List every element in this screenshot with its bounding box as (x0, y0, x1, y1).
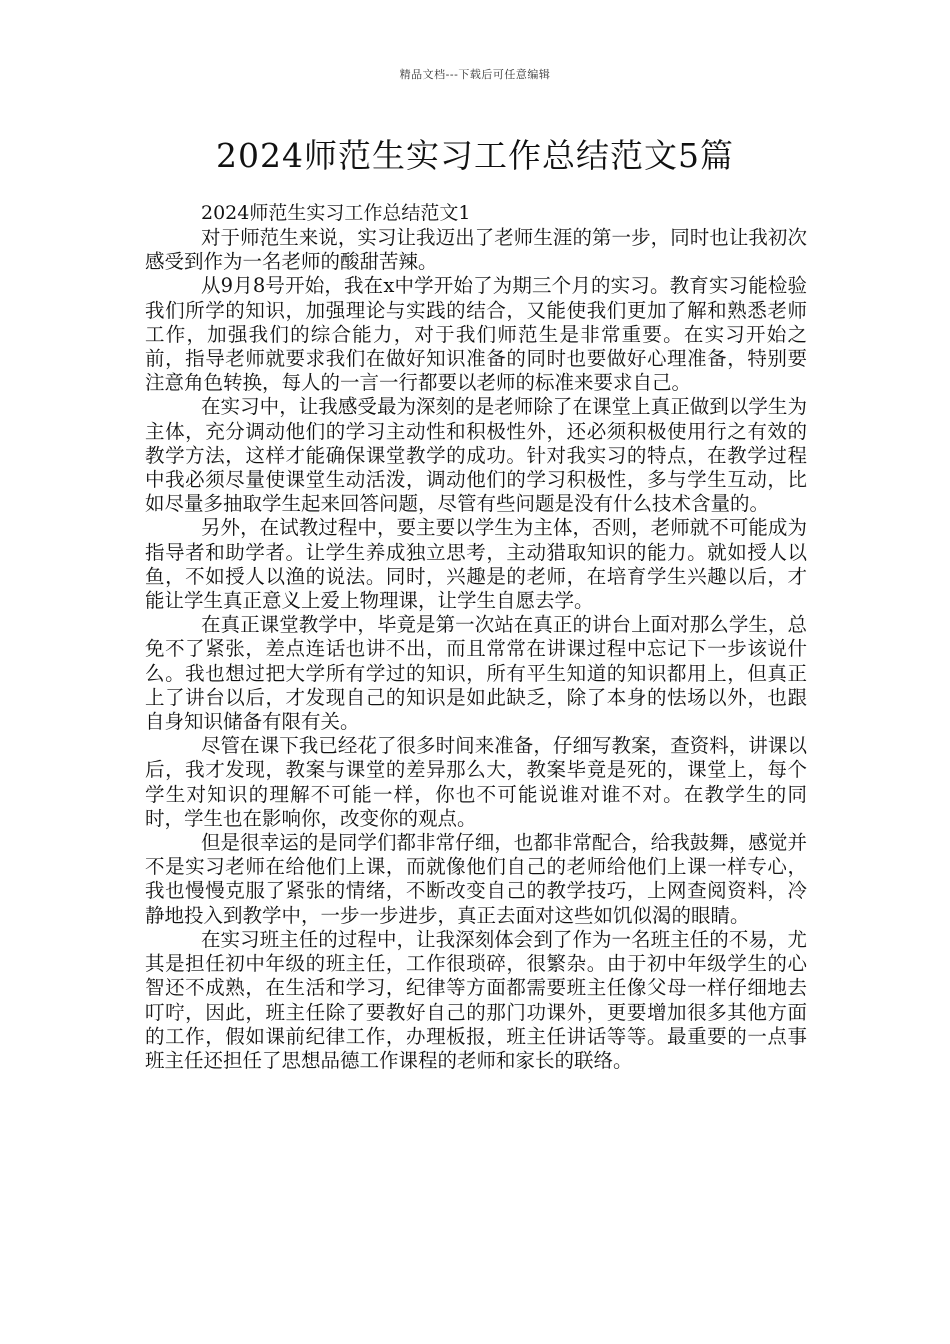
paragraph: 另外，在试教过程中，要主要以学生为主体，否则，老师就不可能成为指导者和助学者。让学生养成独立思考，主动猎取知识的能力。就如授人以鱼，不如授人以渔的说法。同时，兴趣是的老师，在培育学生兴趣以后，才能让学生真正意义上爱上物理课，让学生自愿去学。 (145, 516, 807, 613)
paragraph: 在实习班主任的过程中，让我深刻体会到了作为一名班主任的不易，尤其是担任初中年级的班主任，工作很琐碎，很繁杂。由于初中年级学生的心智还不成熟，在生活和学习，纪律等方面都需要班主任像父母一样仔细地去叮咛，因此，班主任除了要教好自己的那门功课外，更要增加很多其他方面的工作，假如课前纪律工作，办理板报，班主任讲话等等。最重要的一点事班主任还担任了思想品德工作课程的老师和家长的联络。 (145, 927, 807, 1072)
document-body (145, 200, 807, 1073)
paragraph: 但是很幸运的是同学们都非常仔细，也都非常配合，给我鼓舞，感觉并不是实习老师在给他们上课，而就像他们自己的老师给他们上课一样专心，我也慢慢克服了紧张的情绪，不断改变自己的教学技巧，上网查阅资料，冷静地投入到教学中，一步一步进步，真正去面对这些如饥似渴的眼睛。 (145, 831, 807, 927)
paragraph: 从9月8号开始，我在x中学开始了为期三个月的实习。教育实习能检验我们所学的知识，加强理论与实践的结合，又能使我们更加了解和熟悉老师工作，加强我们的综合能力，对于我们师范生是非常重要。在实习开始之前，指导老师就要求我们在做好知识准备的同时也要做好心理准备，特别要注意角色转换，每人的一言一行都要以老师的标准来要求自己。 (145, 274, 807, 395)
paragraph: 在真正课堂教学中，毕竟是第一次站在真正的讲台上面对那么学生，总免不了紧张，差点连话也讲不出，而且常常在讲课过程中忘记下一步该说什么。我也想过把大学所有学过的知识，所有平生知道的知识都用上，但真正上了讲台以后，才发现自己的知识是如此缺乏，除了本身的怯场以外，也跟自身知识储备有限有关。 (145, 613, 807, 734)
paragraph: 在实习中，让我感受最为深刻的是老师除了在课堂上真正做到以学生为主体，充分调动他们的学习主动性和积极性外，还必须积极使用行之有效的教学方法，这样才能确保课堂教学的成功。针对我实习的特点，在教学过程中我必须尽量使课堂生动活泼，调动他们的学习积极性，多与学生互动，比如尽量多抽取学生起来回答问题，尽管有些问题是没有什么技术含量的。 (145, 395, 807, 516)
paragraph: 对于师范生来说，实习让我迈出了老师生涯的第一步，同时也让我初次感受到作为一名老师的酸甜苦辣。 (145, 226, 807, 274)
section-title: 2024师范生实习工作总结范文1 (201, 202, 471, 224)
header-note: 精品文档---下载后可任意编辑 (399, 68, 551, 81)
document-title: 2024师范生实习工作总结范文5篇 (216, 136, 734, 175)
paragraph: 尽管在课下我已经花了很多时间来准备，仔细写教案，查资料，讲课以后，我才发现，教案与课堂的差异那么大，教案毕竟是死的，课堂上，每个学生对知识的理解不可能一样，你也不可能说谁对谁不对。在教学生的同时，学生也在影响你，改变你的观点。 (145, 734, 807, 830)
